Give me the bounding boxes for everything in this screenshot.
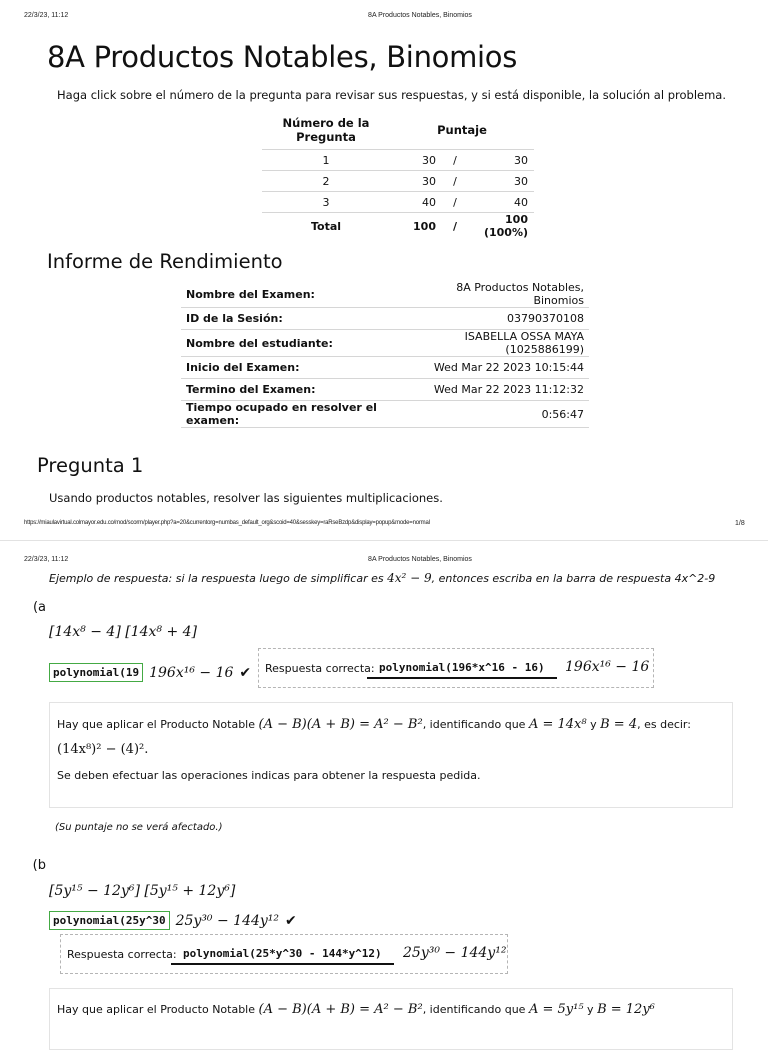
check-icon: ✔ [285,912,297,929]
answer-input[interactable]: polynomial(25y^30 [49,911,170,930]
table-row[interactable]: 2 30 / 30 [262,171,534,192]
part-label: a) [32,600,46,615]
table-row[interactable]: 1 30 / 30 [262,150,534,171]
part-expression: [14x⁸ − 4] [14x⁸ + 4] [49,624,198,640]
answer-row [49,663,251,682]
table-row: Nombre del Examen: 8A Productos Notables, Binomios [181,281,589,308]
solution-box [49,988,733,1050]
table-row: Inicio del Examen: Wed Mar 22 2023 10:15:44 [181,357,589,379]
correct-answer-box [258,648,654,688]
table-row: Termino del Examen: Wed Mar 22 2023 11:12:32 [181,379,589,401]
solution-line-3: Se deben efectuar las operaciones indicas para obtener la respuesta pedida. [57,769,481,782]
score-note: (Su puntaje no se verá afectado.) [55,822,223,833]
answer-row [49,911,297,930]
page-break [0,540,768,541]
table-row: ID de la Sesión: 03790370108 [181,308,589,330]
question-link[interactable]: 3 [322,195,330,209]
question-statement: Usando productos notables, resolver las siguientes multiplicaciones. [49,491,443,505]
solution-line-2: (14x⁸)² − (4)². [57,742,149,757]
table-row: Nombre del estudiante: ISABELLA OSSA MAYA (1025886199) [181,330,589,357]
page-title: 8A Productos Notables, Binomios [47,40,518,74]
report-title: Informe de Rendimiento [47,250,283,273]
intro-text: Haga click sobre el número de la pregunta para revisar sus respuestas, y si está disponible, la solución al problema. [57,88,726,102]
col-header-score: Puntaje [437,123,487,137]
question-link[interactable]: 1 [322,153,330,167]
solution-line-1: Hay que aplicar el Producto Notable (A − B)(A + B) = A² − B², identificando que A = 5y¹⁵ y B = 12y⁶ [57,1002,655,1017]
correct-answer-preview: 196x¹⁶ − 16 [565,659,650,675]
question-link[interactable]: 2 [322,174,330,188]
check-icon: ✔ [239,664,252,681]
col-header-question: Número de la Pregunta [282,116,370,144]
total-row: Total 100 / 100 (100%) [262,213,534,240]
correct-answer-box [60,934,508,974]
part-expression: [5y¹⁵ − 12y⁶] [5y¹⁵ + 12y⁶] [49,883,236,899]
correct-answer-code: polynomial(25*y^30 - 144*y^12) [171,947,394,965]
correct-answer-code: polynomial(196*x^16 - 16) [367,661,557,679]
part-label: b) [32,858,46,873]
score-table [262,113,534,239]
example-text: Ejemplo de respuesta: si la respuesta luego de simplificar es 4x² − 9, entonces escriba en la barra de respuesta 4x^2-9 [49,571,716,585]
solution-box [49,702,733,808]
print-doc-title: 8A Productos Notables, Binomios [368,12,472,19]
print-datetime: 22/3/23, 11:12 [24,556,69,563]
print-datetime: 22/3/23, 11:12 [24,12,69,19]
solution-line-1: Hay que aplicar el Producto Notable (A − B)(A + B) = A² − B², identificando que A = 14x⁸ y B = 4, es decir: [57,717,691,732]
print-doc-title: 8A Productos Notables, Binomios [368,556,472,563]
correct-answer-label: Respuesta correcta: [67,948,177,961]
answer-input[interactable]: polynomial(19 [49,663,143,682]
answer-preview: 196x¹⁶ − 16 [149,664,234,681]
report-table [181,281,589,428]
correct-answer-preview: 25y³⁰ − 144y¹² [403,945,507,961]
answer-preview: 25y³⁰ − 144y¹² [175,912,280,929]
print-url: https://miaulavirtual.colmayor.edu.co/mod/scorm/player.php?a=20&currentorg=numbas_default_org&scoid=40&sesskey=raRseBzdp&display=popup&mode=normal [24,520,430,526]
print-page-number: 1/8 [735,520,745,527]
table-row: Tiempo ocupado en resolver el examen: 0:56:47 [181,401,589,428]
table-row[interactable]: 3 40 / 40 [262,192,534,213]
correct-answer-label: Respuesta correcta: [265,662,375,675]
question-title: Pregunta 1 [37,454,144,477]
